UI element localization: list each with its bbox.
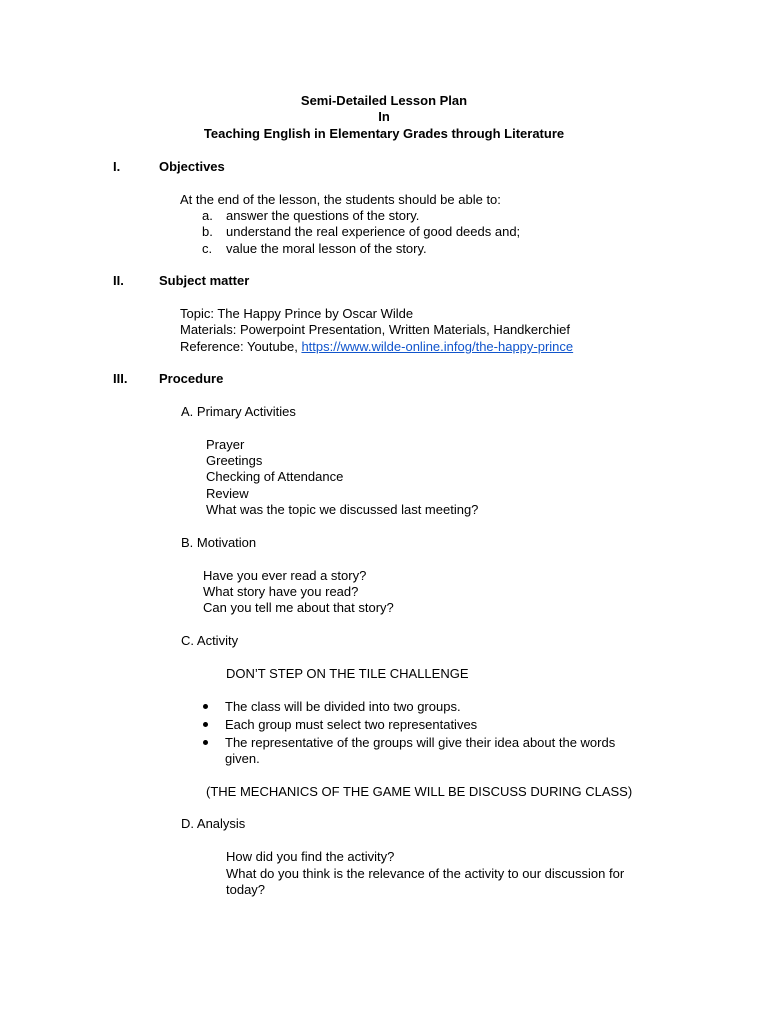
analysis-question: today? — [226, 882, 266, 897]
analysis-question: What do you think is the relevance of the activity to our discussion for — [226, 866, 625, 881]
objective-item: answer the questions of the story. — [226, 208, 420, 223]
objectives-intro: At the end of the lesson, the students should be able to: — [180, 192, 501, 207]
section-number-procedure: III. — [113, 371, 128, 386]
reference-label: Reference: Youtube, — [180, 339, 302, 354]
activity-bullet-continuation: given. — [225, 751, 260, 766]
subsection-motivation: B. Motivation — [181, 535, 257, 550]
subsection-primary-activities: A. Primary Activities — [181, 404, 296, 419]
activity-line: Review — [206, 486, 249, 501]
activity-line: Checking of Attendance — [206, 469, 344, 484]
activity-bullet: Each group must select two representatives — [225, 717, 478, 732]
activity-note: (THE MECHANICS OF THE GAME WILL BE DISCUSS DURING CLASS) — [206, 784, 633, 799]
reference-link[interactable]: https://www.wilde-online.infog/the-happy-prince — [301, 339, 574, 354]
document-title: Semi-Detailed Lesson Plan — [300, 93, 468, 108]
activity-bullet: The class will be divided into two groups. — [225, 699, 461, 714]
objective-item: value the moral lesson of the story. — [226, 241, 427, 256]
topic-line: Topic: The Happy Prince by Oscar Wilde — [180, 306, 414, 321]
motivation-question: What story have you read? — [203, 584, 359, 599]
subsection-activity: C. Activity — [181, 633, 239, 648]
subsection-analysis: D. Analysis — [181, 816, 246, 831]
section-title-subject: Subject matter — [159, 273, 250, 288]
activity-line: Prayer — [206, 437, 245, 452]
bullet-icon — [203, 722, 208, 727]
list-marker: c. — [202, 241, 213, 256]
materials-line: Materials: Powerpoint Presentation, Written Materials, Handkerchief — [180, 322, 570, 337]
motivation-question: Can you tell me about that story? — [203, 600, 394, 615]
activity-line: What was the topic we discussed last meeting? — [206, 502, 479, 517]
analysis-question: How did you find the activity? — [226, 849, 395, 864]
document-title-in: In — [378, 109, 390, 124]
bullet-icon — [203, 704, 208, 709]
activity-line: Greetings — [206, 453, 263, 468]
document-subtitle: Teaching English in Elementary Grades through Literature — [203, 126, 565, 141]
bullet-icon — [203, 740, 208, 745]
reference-line — [180, 339, 573, 355]
section-number-objectives: I. — [113, 159, 121, 174]
activity-heading: DON’T STEP ON THE TILE CHALLENGE — [226, 666, 469, 681]
motivation-question: Have you ever read a story? — [203, 568, 367, 583]
section-title-objectives: Objectives — [159, 159, 225, 174]
section-title-procedure: Procedure — [159, 371, 224, 386]
list-marker: b. — [202, 224, 213, 239]
list-marker: a. — [202, 208, 213, 223]
activity-bullet: The representative of the groups will give their idea about the words — [225, 735, 616, 750]
section-number-subject: II. — [113, 273, 124, 288]
objective-item: understand the real experience of good deeds and; — [226, 224, 521, 239]
